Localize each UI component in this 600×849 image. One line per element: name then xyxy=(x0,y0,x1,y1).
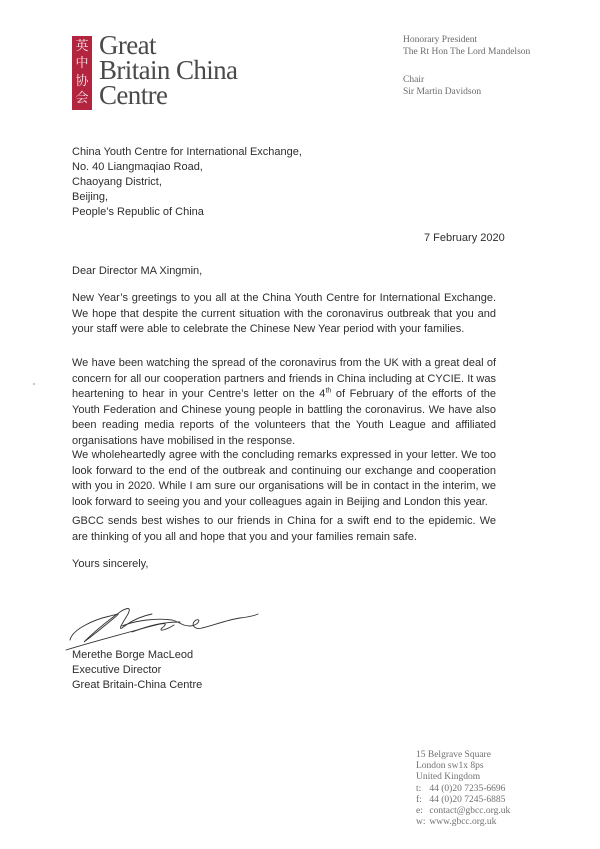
logo-char: 英 xyxy=(75,38,89,54)
ordinal-suffix: th xyxy=(325,387,332,395)
paragraph-1: New Year’s greetings to you all at the China Youth Centre for International Exchange. We hope that despite the current situation with the coronavirus outbreak that you and your staff were able to celebrate the Chinese New Year period with your families. xyxy=(72,292,496,335)
contact-value: 44 (0)20 7235-6696 xyxy=(429,783,506,794)
officer-name: Sir Martin Davidson xyxy=(403,87,482,97)
paragraph-2-part: We have been watching the spread of the coronavirus from the UK with a great deal of concern for all our cooperation partners and friends in China including at CYCIE. It was heartening to hear in your Centre’s letter on the 4 xyxy=(72,357,496,400)
signer-block xyxy=(72,648,202,693)
address-line: Chaoyang District, xyxy=(72,176,162,188)
contact-label: e: xyxy=(416,806,423,817)
footer-address-line: United Kingdom xyxy=(416,772,481,783)
signer-organisation: Great Britain-China Centre xyxy=(72,679,203,691)
signer-name: Merethe Borge MacLeod xyxy=(72,649,194,661)
address-line: Beijing, xyxy=(72,191,109,203)
address-line: People’s Republic of China xyxy=(72,206,204,218)
handwritten-signature xyxy=(62,592,262,652)
paragraph-4: GBCC sends best wishes to our friends in China for a swift end to the epidemic. We are thinking of you all and hope that you and your families remain safe. xyxy=(72,515,496,543)
footer-website xyxy=(416,817,510,828)
contact-value: 44 (0)20 7245-6885 xyxy=(429,794,506,805)
contact-label: t: xyxy=(416,783,422,794)
footer-address-line: London sw1x 8ps xyxy=(416,761,484,772)
gbcc-logo xyxy=(72,30,272,110)
paragraph-2-part: of February of the efforts of the Youth Federation and Chinese young people in battling the coronavirus. We have also been reading media reports of the volunteers that the Youth League and affiliated organisations have mobilised in the response. xyxy=(72,388,496,447)
footer-address xyxy=(416,750,510,828)
footer-address-line: 15 Belgrave Square xyxy=(416,750,491,760)
letter-date: 7 February 2020 xyxy=(424,232,505,244)
recipient-address xyxy=(72,145,302,220)
paragraph-2 xyxy=(72,356,496,449)
logo-char: 中 xyxy=(75,56,89,72)
signer-title: Executive Director xyxy=(72,664,162,676)
footer-fax xyxy=(416,795,510,806)
logo-seal xyxy=(72,36,92,110)
footer-phone xyxy=(416,784,510,795)
logo-line: Great xyxy=(99,30,156,60)
contact-label: f: xyxy=(416,794,422,805)
officer-name: The Rt Hon The Lord Mandelson xyxy=(403,47,531,57)
salutation: Dear Director MA Xingmin, xyxy=(72,265,203,277)
footer-email xyxy=(416,806,510,817)
logo-line: Centre xyxy=(99,80,168,110)
contact-value: www.gbcc.org.uk xyxy=(429,817,497,828)
closing: Yours sincerely, xyxy=(72,558,149,570)
logo-char: 会 xyxy=(75,91,89,107)
scan-speck xyxy=(33,383,35,385)
address-line: China Youth Centre for International Exchange, xyxy=(72,146,302,158)
officer-title: Honorary President xyxy=(403,35,478,45)
logo-char: 协 xyxy=(75,73,89,89)
officers-block xyxy=(403,34,530,98)
logo-wordmark xyxy=(99,30,238,110)
logo-line: Britain China xyxy=(99,55,238,85)
officer-title: Chair xyxy=(403,75,425,85)
address-line: No. 40 Liangmaqiao Road, xyxy=(72,161,203,173)
paragraph-3: We wholeheartedly agree with the concluding remarks expressed in your letter. We too look forward to the end of the outbreak and continuing our exchange and cooperation with you in 2020. While I am sure our organisations will be in contact in the interim, we look forward to seeing you and your colleagues again in Beijing and London this year. xyxy=(72,449,496,508)
contact-label: w: xyxy=(416,817,426,828)
contact-value: contact@gbcc.org.uk xyxy=(429,806,511,817)
